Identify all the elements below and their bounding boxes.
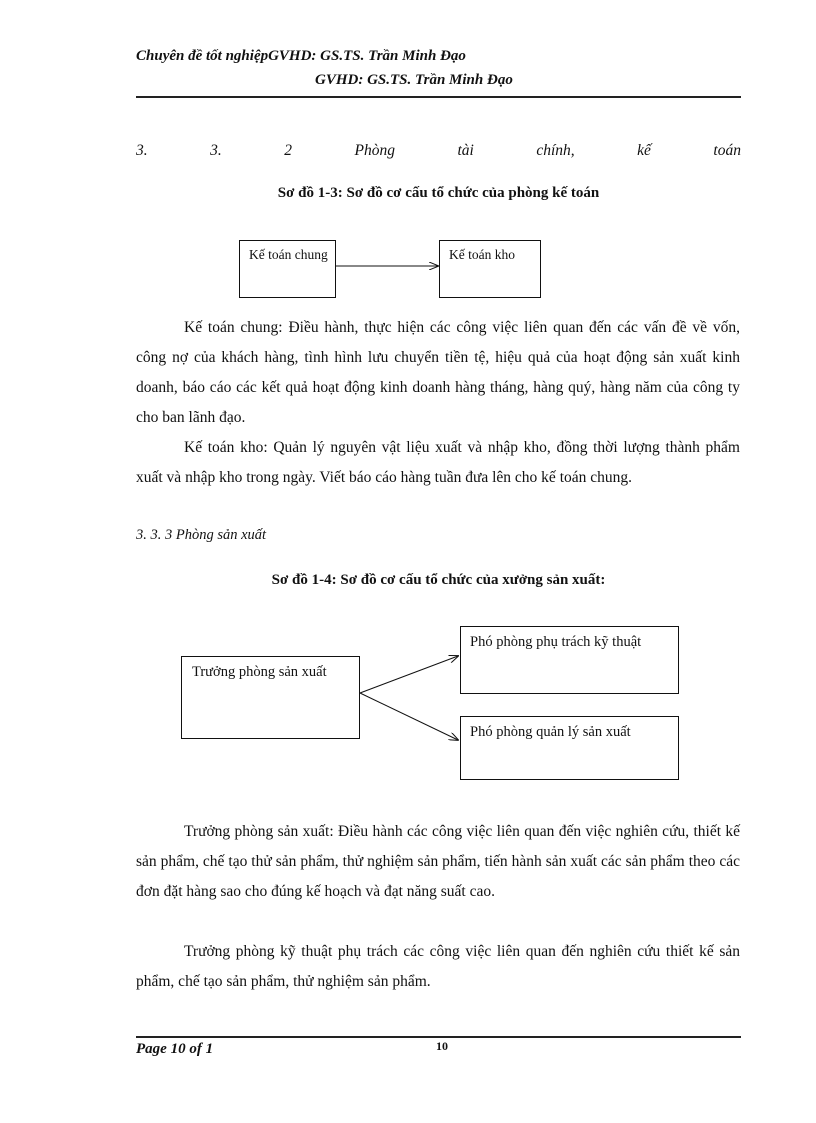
section-heading-3-3-2 — [136, 142, 741, 160]
page-number: 10 — [436, 1039, 448, 1053]
section-heading-3-3-3: 3. 3. 3 Phòng sản xuất — [136, 527, 267, 543]
box-pho-phong-ky-thuat: Phó phòng phụ trách kỹ thuật — [460, 626, 679, 694]
paragraph-text: Trưởng phòng kỹ thuật phụ trách các công việc liên quan đến nghiên cứu thiết kế sản phẩm, chế tạo sản phẩm, thử nghiệm sản phẩm. — [136, 943, 740, 990]
box-truong-phong-san-xuat: Trưởng phòng sản xuất — [181, 656, 360, 739]
box-pho-phong-quan-ly: Phó phòng quản lý sản xuất — [460, 716, 679, 780]
heading-word: chính, — [536, 142, 575, 159]
box-ke-toan-kho: Kế toán kho — [439, 240, 541, 298]
paragraph-ke-toan-kho — [136, 433, 740, 493]
footer-divider — [136, 1036, 741, 1038]
heading-word: 2 — [284, 142, 292, 159]
paragraph-truong-phong-san-xuat — [136, 817, 740, 907]
header-line-1: Chuyên đề tốt nghiệpGVHD: GS.TS. Trần Minh Đạo — [136, 48, 466, 64]
arrow-to-ky-thuat — [360, 656, 458, 693]
footer-page-label: Page 10 of 1 — [136, 1041, 214, 1057]
heading-word: 3. — [210, 142, 222, 159]
heading-word: tài — [457, 142, 474, 159]
arrow-to-quan-ly — [360, 693, 458, 740]
heading-word: toán — [713, 142, 741, 159]
box-ke-toan-chung: Kế toán chung — [239, 240, 336, 298]
paragraph-truong-phong-ky-thuat — [136, 937, 740, 997]
paragraph-ke-toan-chung — [136, 313, 740, 433]
header-divider — [136, 96, 741, 98]
paragraph-text: Trưởng phòng sản xuất: Điều hành các công việc liên quan đến việc nghiên cứu, thiết kế sản phẩm, chế tạo thử sản phẩm, thử nghiệm sản phẩm, tiến hành sản xuất các sản phẩm theo các đơn đặt hàng sao cho đúng kế hoạch và đạt năng suất cao. — [136, 823, 740, 900]
heading-word: Phòng — [354, 142, 395, 159]
paragraph-text: Kế toán kho: Quản lý nguyên vật liệu xuất và nhập kho, đồng thời lượng thành phẩm xuất và nhập kho trong ngày. Viết báo cáo hàng tuần đưa lên cho kế toán chung. — [136, 439, 740, 486]
diagram-1-3-caption: Sơ đồ 1-3: Sơ đồ cơ cấu tổ chức của phòng kế toán — [277, 185, 600, 201]
heading-word: kế — [637, 142, 651, 159]
paragraph-text: Kế toán chung: Điều hành, thực hiện các công việc liên quan đến các vấn đề về vốn, công nợ của khách hàng, tình hình lưu chuyển tiền tệ, hiệu quả của hoạt động sản xuất kinh doanh, báo cáo các kết quả hoạt động kinh doanh hàng tháng, hàng quý, hàng năm của công ty cho ban lãnh đạo. — [136, 319, 740, 426]
heading-word: 3. — [136, 142, 148, 159]
diagram-1-4-caption: Sơ đồ 1-4: Sơ đồ cơ cấu tổ chức của xưởng sản xuất: — [271, 572, 606, 588]
header-line-2: GVHD: GS.TS. Trần Minh Đạo — [315, 72, 513, 88]
